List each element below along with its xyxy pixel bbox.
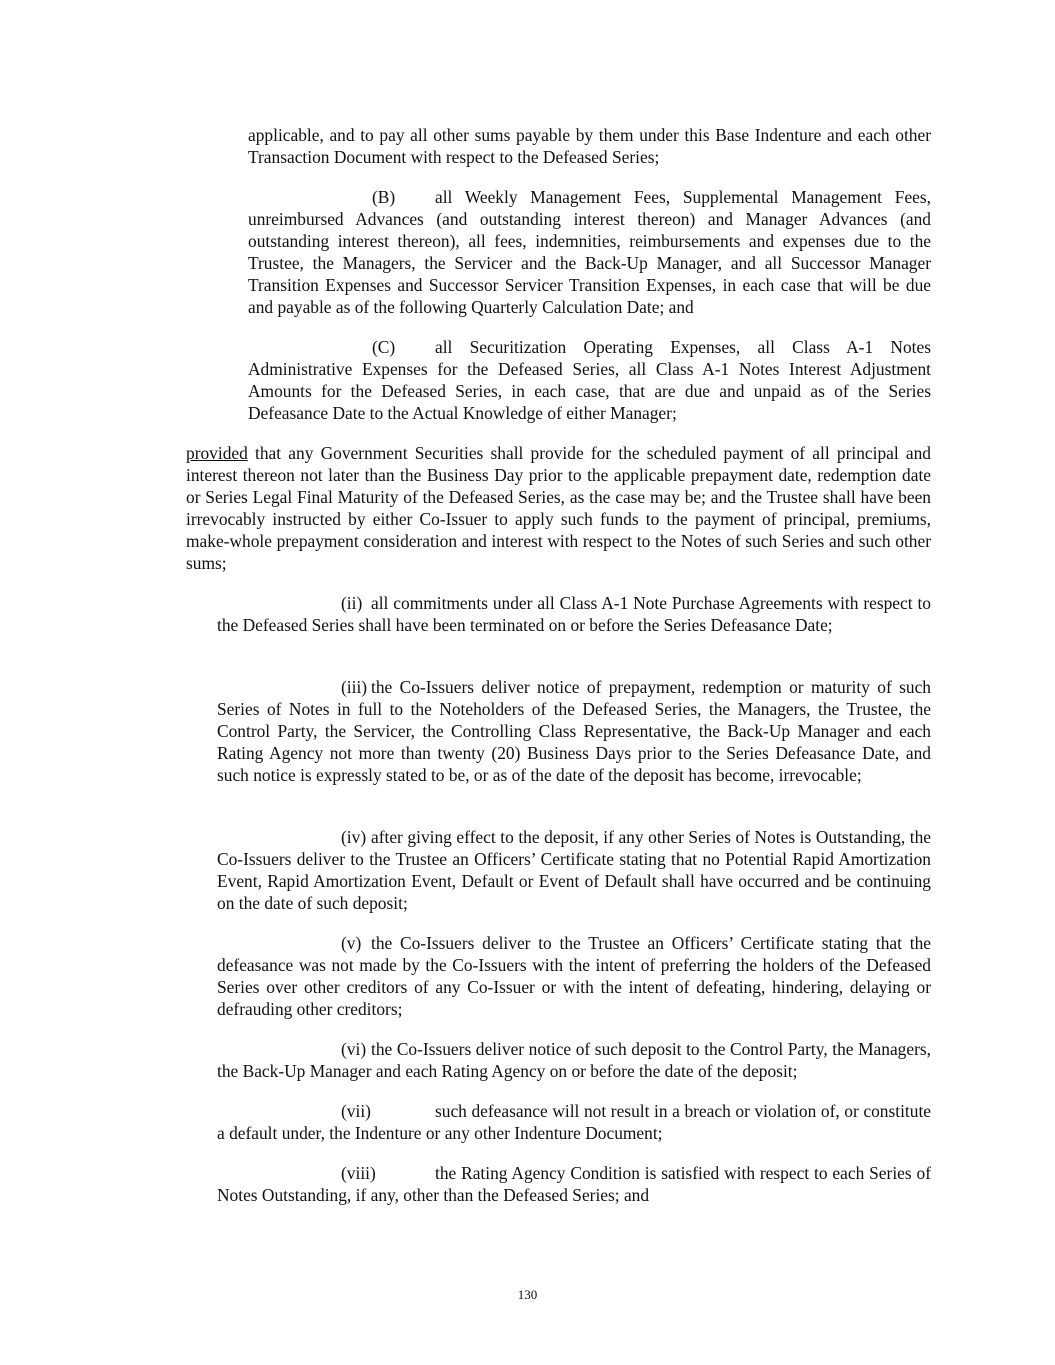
clause-vi: [217, 1039, 931, 1083]
clause-v: [217, 933, 931, 1021]
continuation-text: applicable, and to pay all other sums payable by them under this Base Indenture and each other Transaction Document with respect to the Defeased Series;: [248, 125, 931, 167]
clause-iv-text: after giving effect to the deposit, if any other Series of Notes is Outstanding, the Co-Issuers deliver to the Trustee an Officers’ Certificate stating that no Potential Rapid Amortization Event, Rapid Amortization Event, Default or Event of Default shall have occurred and be continuing on the date of such deposit;: [217, 827, 931, 913]
subclause-c-label: (C): [372, 337, 396, 357]
continuation-paragraph: [248, 125, 931, 169]
clause-v-text: the Co-Issuers deliver to the Trustee an Officers’ Certificate stating that the defeasance was not made by the Co-Issuers with the intent of preferring the holders of the Defeased Series over other creditors of any Co-Issuer or with the intent of defeating, hindering, delaying or defrauding other creditors;: [217, 933, 931, 1019]
clause-iii: [217, 677, 931, 787]
clause-viii-label: (viii): [341, 1163, 376, 1183]
clause-v-label: (v): [341, 933, 362, 953]
clause-vii-text: such defeasance will not result in a breach or violation of, or constitute a default under, the Indenture or any other Indenture Document;: [217, 1101, 931, 1143]
subclause-c-text: all Securitization Operating Expenses, all Class A-1 Notes Administrative Expenses for the Defeased Series, all Class A-1 Notes Interest Adjustment Amounts for the Defeased Series, in each case, that are due and unpaid as of the Series Defeasance Date to the Actual Knowledge of either Manager;: [248, 337, 931, 423]
clause-iii-label: (iii): [341, 677, 368, 697]
proviso-keyword: provided: [186, 443, 248, 463]
clause-ii-text: all commitments under all Class A-1 Note Purchase Agreements with respect to the Defeased Series shall have been terminated on or before the Series Defeasance Date;: [217, 593, 931, 635]
clause-iv-label: (iv): [341, 827, 367, 847]
subclause-c: [248, 337, 931, 425]
subclause-b: [248, 187, 931, 318]
clause-vii-label: (vii): [341, 1101, 371, 1121]
clause-ii: [217, 593, 931, 637]
clause-vi-label: (vi): [341, 1039, 367, 1059]
clause-iv: [217, 827, 931, 915]
clause-viii: [217, 1163, 931, 1207]
page-number: 130: [517, 1287, 538, 1302]
proviso-paragraph: [186, 443, 931, 574]
clause-viii-text: the Rating Agency Condition is satisfied with respect to each Series of Notes Outstanding, if any, other than the Defeased Series; and: [217, 1163, 931, 1205]
subclause-b-text: all Weekly Management Fees, Supplemental Management Fees, unreimbursed Advances (and outstanding interest thereon) and Manager Advances (and outstanding interest thereon), all fees, indemnities, reimbursements and expenses due to the Trustee, the Managers, the Servicer and the Back-Up Manager, and all Successor Manager Transition Expenses and Successor Servicer Transition Expenses, in each case that will be due and payable as of the following Quarterly Calculation Date; and: [248, 187, 931, 317]
subclause-b-label: (B): [372, 187, 396, 207]
clause-iii-text: the Co-Issuers deliver notice of prepayment, redemption or maturity of such Series of Notes in full to the Noteholders of the Defeased Series, the Managers, the Trustee, the Control Party, the Servicer, the Controlling Class Representative, the Back-Up Manager and each Rating Agency not more than twenty (20) Business Days prior to the Series Defeasance Date, and such notice is expressly stated to be, or as of the date of the deposit has become, irrevocable;: [217, 677, 931, 785]
clause-vii: [217, 1101, 931, 1145]
proviso-text: that any Government Securities shall provide for the scheduled payment of all principal and interest thereon not later than the Business Day prior to the applicable prepayment date, redemption date or Series Legal Final Maturity of the Defeased Series, as the case may be; and the Trustee shall have been irrevocably instructed by either Co-Issuer to apply such funds to the payment of principal, premiums, make-whole prepayment consideration and interest with respect to the Notes of such Series and such other sums;: [186, 443, 931, 573]
clause-vi-text: the Co-Issuers deliver notice of such deposit to the Control Party, the Managers, the Back-Up Manager and each Rating Agency on or before the date of the deposit;: [217, 1039, 931, 1081]
clause-ii-label: (ii): [341, 593, 363, 613]
